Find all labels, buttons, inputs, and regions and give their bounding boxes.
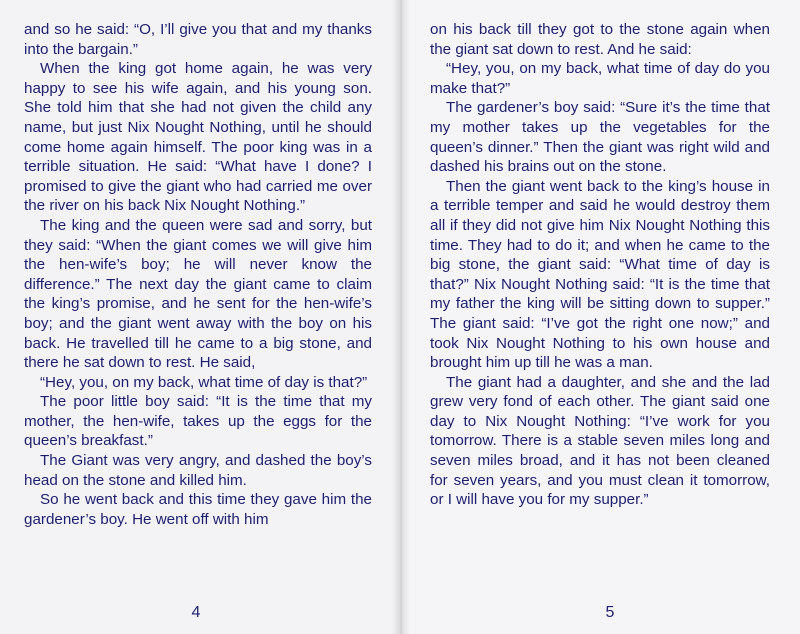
right-page-text bbox=[430, 20, 770, 510]
left-page-text bbox=[24, 20, 372, 529]
page-number-right: 5 bbox=[605, 604, 615, 621]
right-page bbox=[400, 0, 800, 634]
paragraph: Then the giant went back to the king’s house in a terrible temper and said he would destroy them all if they did not give him Nix Nought Nothing this time. They had to do it; and when he came to the big stone, the giant said: “What time of day is that?” Nix Nought Nothing said: “It is the time that my father the king will be sitting down to supper.” The giant said: “I’ve got the right one now;” and took Nix Nought Nothing to his own house and brought him up till he was a man. bbox=[430, 177, 770, 372]
paragraph: and so he said: “O, I’ll give you that and my thanks into the bargain.” bbox=[24, 21, 372, 58]
paragraph: So he went back and this time they gave him the gardener’s boy. He went off with him bbox=[24, 491, 372, 528]
paragraph: “Hey, you, on my back, what time of day do you make that?” bbox=[430, 60, 770, 97]
paragraph: on his back till they got to the stone again when the giant sat down to rest. And he said: bbox=[430, 21, 770, 58]
paragraph: The poor little boy said: “It is the time that my mother, the hen-wife, takes up the eggs for the queen’s breakfast.” bbox=[24, 393, 372, 450]
paragraph: The king and the queen were sad and sorry, but they said: “When the giant comes we will give him the hen-wife’s boy; he will never know the difference.” The next day the giant came to claim the king’s promise, and he sent for the hen-wife’s boy; and the giant went away with the boy on his back. He travelled till he came to a big stone, and there he sat down to rest. He said, bbox=[24, 216, 372, 372]
paragraph: “Hey, you, on my back, what time of day is that?” bbox=[40, 373, 368, 391]
paragraph: When the king got home again, he was very happy to see his wife again, and his young son. She told him that she had not given the child any name, but just Nix Nought Nothing, until he should come home again himself. The poor king was in a terrible situation. He said: “What have I done? I promised to give the giant who had carried me over the river on his back Nix Nought Nothing.” bbox=[24, 60, 372, 215]
paragraph: The giant had a daughter, and she and the lad grew very fond of each other. The giant said one day to Nix Nought Nothing: “I’ve work for you tomorrow. There is a stable seven miles long and seven miles broad, and it has not been cleaned for seven years, and you must clean it tomorrow, or I will have you for my supper.” bbox=[430, 373, 770, 509]
paragraph: The Giant was very angry, and dashed the boy’s head on the stone and killed him. bbox=[24, 452, 372, 489]
page-number-left: 4 bbox=[191, 604, 201, 621]
paragraph: The gardener’s boy said: “Sure it’s the time that my mother takes up the vegetables for the queen’s dinner.” Then the giant was right wild and dashed his brains out on the stone. bbox=[430, 99, 770, 176]
